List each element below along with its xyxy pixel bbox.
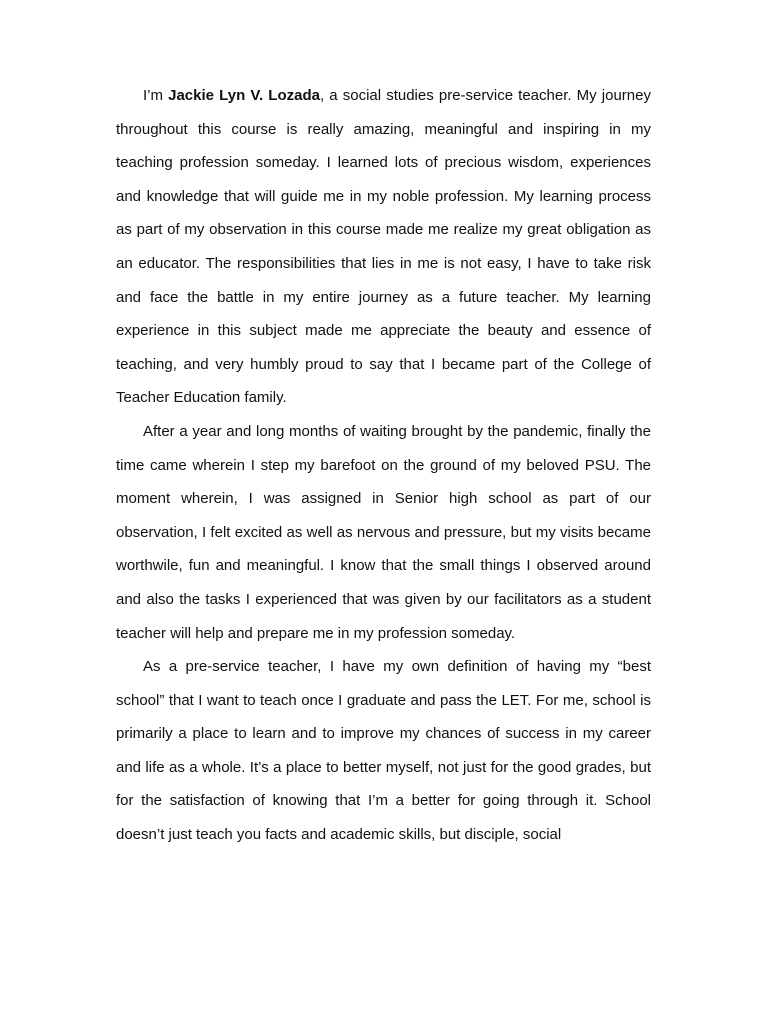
paragraph-introduction	[116, 79, 651, 415]
document-page	[116, 79, 651, 852]
intro-text-rest: , a social studies pre-service teacher. My journey throughout this course is really amazing, meaningful and inspiring in my teaching profession someday. I learned lots of precious wisdom, experiences and knowledge that will guide me in my noble profession. My learning process as part of my observation in this course made me realize my great obligation as an educator. The responsibilities that lies in me is not easy, I have to take risk and face the battle in my entire journey as a future teacher. My learning experience in this subject made me appreciate the beauty and essence of teaching, and very humbly proud to say that I became part of the College of Teacher Education family.	[116, 87, 651, 407]
intro-text-start: I’m	[143, 87, 169, 104]
author-name: Jackie Lyn V. Lozada	[168, 87, 320, 104]
paragraph-observation: After a year and long months of waiting brought by the pandemic, finally the time came wherein I step my barefoot on the ground of my beloved PSU. The moment wherein, I was assigned in Senior high school as part of our observation, I felt excited as well as nervous and pressure, but my visits became worthwile, fun and meaningful. I know that the small things I observed around and also the tasks I experienced that was given by our facilitators as a student teacher will help and prepare me in my profession someday.	[116, 422, 651, 642]
paragraph-best-school: As a pre-service teacher, I have my own definition of having my “best school” that I want to teach once I graduate and pass the LET. For me, school is primarily a place to learn and to improve my chances of success in my career and life as a whole. It’s a place to better myself, not just for the good grades, but for the satisfaction of knowing that I’m a better for going through it. School doesn’t just teach you facts and academic skills, but disciple, social	[116, 658, 651, 844]
